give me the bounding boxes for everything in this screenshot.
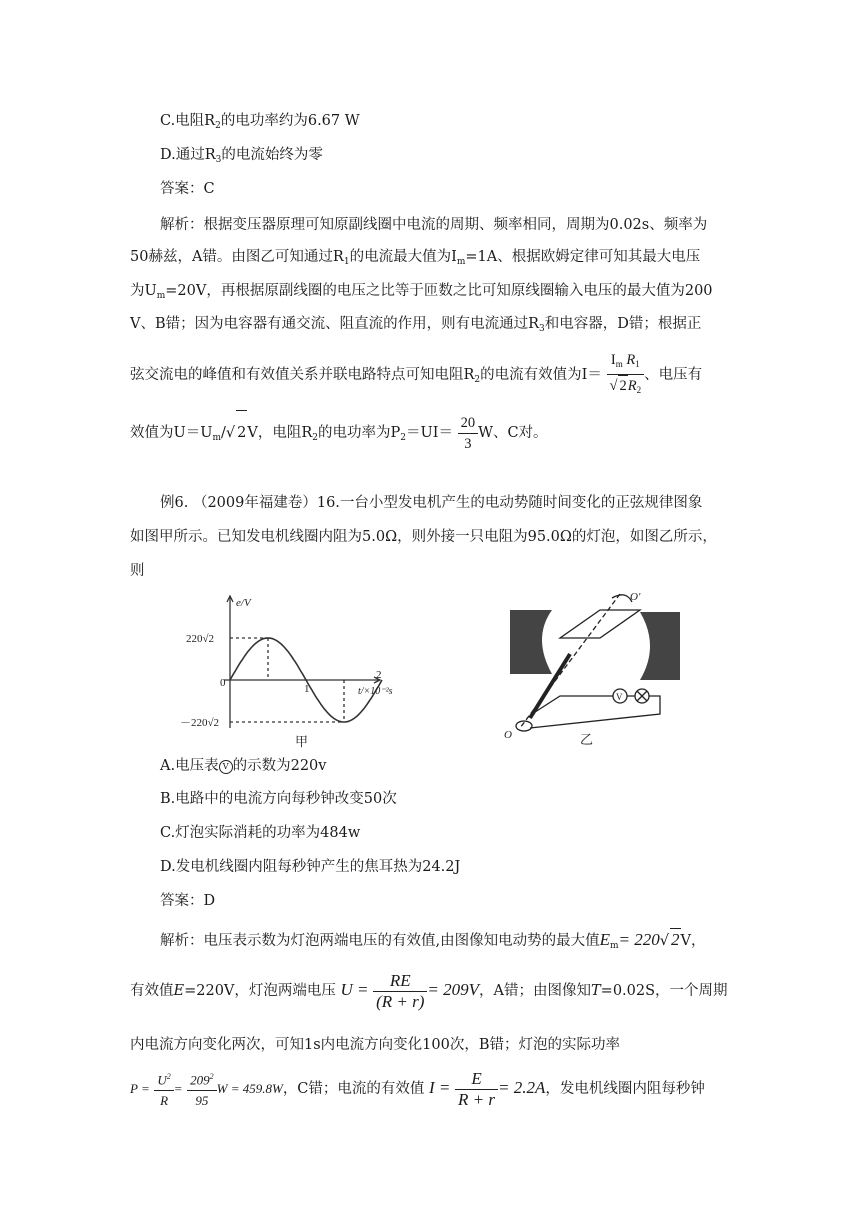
analysis-line: 内电流方向变化两次，可知1s内电流方向变化100次，B错；灯泡的实际功率 <box>130 1037 620 1053</box>
option-b: B.电路中的电流方向每秒钟改变50次 <box>160 791 397 807</box>
answer-label: 答案：C <box>160 181 215 197</box>
label-o-prime: O' <box>630 591 641 603</box>
tick-two: 2 <box>376 669 382 681</box>
analysis-line: 为$U_m=20V$，再根据原副线圈的电压之比等于匝数之比可知原线圈输入电压的最大值为200 <box>130 283 713 301</box>
option-d-previous: D.通过$R_3$的电流始终为零 <box>160 147 323 165</box>
option-d: D.发电机线圈内阻每秒钟产生的焦耳热为24.2J <box>160 859 461 875</box>
example-heading: 例6. （2009年福建卷）16.一台小型发电机产生的电动势随时间变化的正弦规律图象 <box>160 495 703 511</box>
example-line: 如图甲所示。已知发电机线圈内阻为5.0Ω，则外接一只电阻为95.0Ω的灯泡，如图乙所示， <box>130 529 717 545</box>
analysis-line: P = $\frac{U^2}{R}$ = $\frac{209^2}{95}$ W = 459.8W，C错；电流的有效值 I = $\frac{E}{R + r}$ = 2.2A，发电机线圈内阻每秒钟 <box>130 1066 705 1111</box>
magnet-right <box>640 612 680 680</box>
coil <box>560 610 640 638</box>
voltage-fraction: $\frac{RE}{(R + r)}$ <box>373 971 427 1012</box>
analysis-line: 解析：电压表示数为灯泡两端电压的有效值,由图像知电动势的最大值$E_m= 220√$ 2V， <box>160 930 706 951</box>
analysis-line: 弦交流电的峰值和有效值关系并联电路特点可知电阻$R_2$的电流有效值为I＝ $\frac{I_m R_1}{√ 2R_2}$ 、电压有 <box>130 350 702 402</box>
power-fraction-2: $\frac{209^2}{95}$ <box>187 1067 217 1111</box>
power-fraction-1: $\frac{U^2}{R}$ <box>154 1067 173 1111</box>
voltmeter-label: V <box>616 692 623 702</box>
option-c: C.灯泡实际消耗的功率为484w <box>160 825 361 841</box>
analysis-line: 有效值E=220V，灯泡两端电压 U = $\frac{RE}{(R + r)}$ = 209V，A错；由图像知T=0.02S，一个周期 <box>130 970 728 1011</box>
origin-label: 0 <box>220 677 226 689</box>
option-a: A.电压表 V 的示数为220v <box>160 758 327 774</box>
power-fraction: $\frac{20}{3}$ <box>458 413 479 454</box>
figure-yi-generator <box>504 591 680 747</box>
y-axis-label: e/V <box>236 597 251 609</box>
voltmeter-symbol-icon: V <box>219 760 233 774</box>
tick-negative: －220√2 <box>180 717 220 729</box>
example-line: 则 <box>130 563 145 579</box>
label-o: O <box>504 729 512 741</box>
current-fraction: $\frac{E}{R + r}$ <box>455 1069 498 1110</box>
analysis-line: 50赫兹，A错。由图乙可知通过$R_1$的电流最大值为$I_m=1A$、根据欧姆定律可知其最大电压 <box>130 249 701 267</box>
option-c-previous: C.电阻$R_2$的电功率约为6.67 W <box>160 113 360 131</box>
tick-positive: 220√2 <box>186 633 215 645</box>
figure-yi-caption: 乙 <box>580 732 594 747</box>
current-rms-fraction: $\frac{I_m R_1}{√ 2R_2}$ <box>607 350 645 400</box>
analysis-line: 解析：根据变压器原理可知原副线圈中电流的周期、频率相同，周期为0.02s、频率为 <box>160 217 708 233</box>
example-figures <box>180 588 680 748</box>
analysis-line: 效值为$U=U_m/√$ 2V，电阻$R_2$的电功率为$P_2=UI=$ $\frac{20}{3}$ W、C对。 <box>130 410 548 460</box>
tick-one: 1 <box>304 683 310 695</box>
answer-label: 答案：D <box>160 893 216 909</box>
x-axis-label: t/×10⁻²s <box>358 686 393 697</box>
analysis-line: V、B错；因为电容器有通交流、阻直流的作用，则有电流通过$R_3$和电容器，D错；根据正 <box>130 316 702 334</box>
magnet-left <box>510 610 552 674</box>
figure-jia-caption: 甲 <box>295 734 309 748</box>
figure-jia-graph <box>224 596 382 728</box>
